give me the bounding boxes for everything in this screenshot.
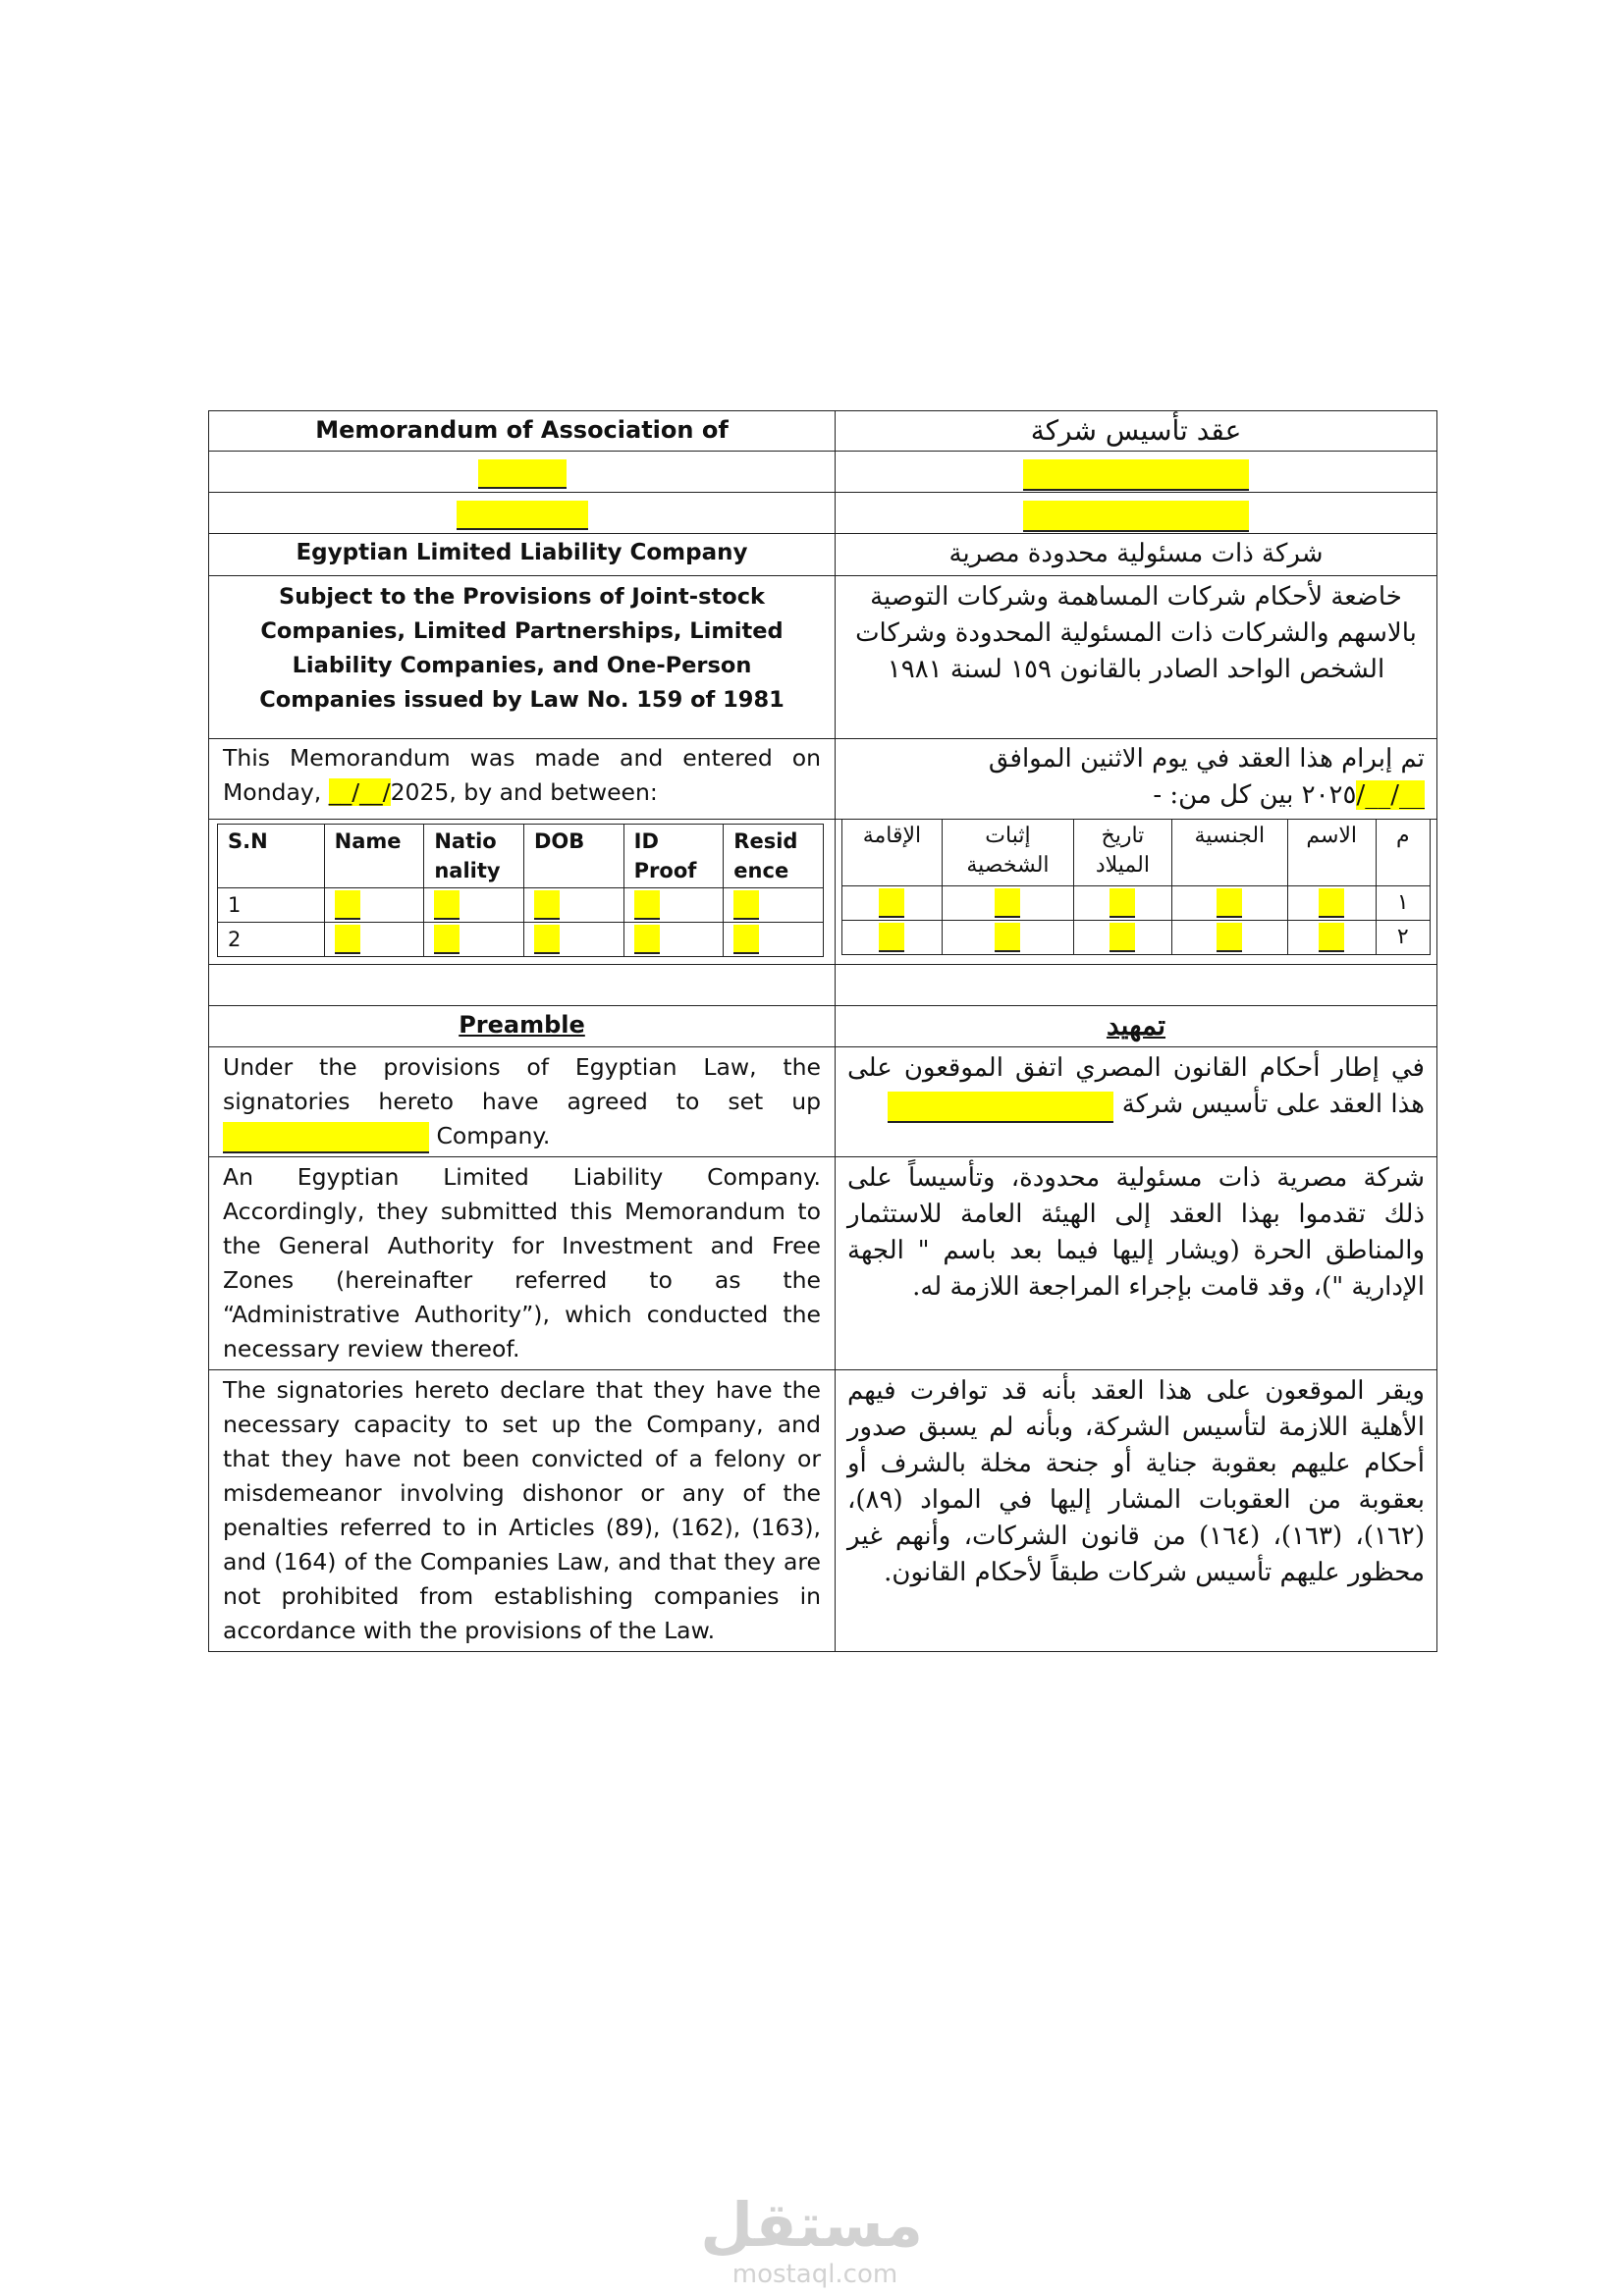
- ar-preamble-p2-cell: [836, 1157, 1437, 1370]
- ar-parties-header-nationality: الجنسية: [1171, 820, 1287, 886]
- en-parties-table: [217, 824, 824, 957]
- ar-title-cell: [836, 411, 1437, 452]
- en-preamble-p3-cell: [209, 1370, 836, 1652]
- ar-party-nationality-2[interactable]: [1171, 921, 1287, 955]
- ar-company-name-blank-2[interactable]: [1023, 501, 1249, 532]
- ar-preamble-p3-cell: [836, 1370, 1437, 1652]
- ar-made-cell: [836, 739, 1437, 820]
- en-preamble-p2: An Egyptian Limited Liability Company. Accordingly, they submitted this Memorandum to the General Authority for Investment and Free Zones (hereinafter referred to as the “Administrative Authority”), which conducted the necessary review thereof.: [223, 1163, 821, 1362]
- ar-party-row-1: [842, 886, 1431, 921]
- en-party-name-1-blank[interactable]: [335, 890, 360, 920]
- en-party-name-1[interactable]: [324, 888, 424, 923]
- mostaql-watermark: [700, 2189, 923, 2289]
- ar-party-name-2[interactable]: [1287, 921, 1376, 955]
- ar-party-residence-2[interactable]: [842, 921, 943, 955]
- ar-parties-cell: [836, 820, 1437, 965]
- en-party-dob-1-blank[interactable]: [534, 890, 560, 920]
- en-company-type-cell: [209, 534, 836, 576]
- ar-party-id-2-blank[interactable]: [995, 923, 1020, 952]
- en-parties-header-nationality: Natio nality: [424, 825, 524, 888]
- watermark-url: mostaql.com: [731, 2260, 898, 2289]
- en-preamble-heading-cell: [209, 1006, 836, 1047]
- en-party-residence-1-blank[interactable]: [733, 890, 759, 920]
- ar-preamble-p2: شركة مصرية ذات مسئولية محدودة، وتأسيساً على ذلك تقدموا بهذا العقد إلى الهيئة العامة للاستثمار والمناطق الحرة (ويشار إليها فيما بعد باسم " الجهة الإدارية ")، وقد قامت بإجراء المراجعة اللازمة له.: [847, 1163, 1425, 1302]
- ar-subject-cell: [836, 576, 1437, 739]
- en-party-row-2: [218, 923, 824, 957]
- ar-parties-header-dob: تاريخ الميلاد: [1074, 820, 1172, 886]
- en-party-id-2-blank[interactable]: [634, 925, 660, 954]
- en-company-name-blank-1[interactable]: [478, 459, 567, 489]
- en-company-name-blank-2[interactable]: [457, 501, 588, 530]
- en-party-name-2[interactable]: [324, 923, 424, 957]
- ar-party-nationality-2-blank[interactable]: [1217, 923, 1242, 952]
- en-party-nationality-1[interactable]: [424, 888, 524, 923]
- en-party-id-1[interactable]: [623, 888, 724, 923]
- ar-made-suffix: ٢٠٢٥ بين كل من: -: [1153, 780, 1357, 810]
- ar-preamble-company-blank[interactable]: [888, 1092, 1113, 1123]
- en-party-sn-2: 2: [218, 923, 325, 957]
- ar-party-dob-1-blank[interactable]: [1110, 888, 1135, 918]
- en-party-residence-2[interactable]: [724, 923, 824, 957]
- ar-party-name-2-blank[interactable]: [1319, 923, 1344, 952]
- en-party-nationality-2-blank[interactable]: [434, 925, 460, 954]
- en-parties-cell: [209, 820, 836, 965]
- ar-empty-cell: [836, 965, 1437, 1006]
- en-party-sn-1: 1: [218, 888, 325, 923]
- en-empty-cell: [209, 965, 836, 1006]
- en-made-prefix: This Memorandum was made and entered on Monday,: [223, 744, 821, 806]
- ar-parties-header-residence: الإقامة: [842, 820, 943, 886]
- ar-parties-header-sn: م: [1376, 820, 1430, 886]
- en-party-dob-2[interactable]: [523, 923, 623, 957]
- ar-subject: خاضعة لأحكام شركات المساهمة وشركات التوصية بالاسهم والشركات ذات المسئولية المحدودة وشركات الشخص الواحد الصادر بالقانون ١٥٩ لسنة ١٩٨١: [855, 582, 1417, 684]
- en-made-text: [209, 739, 835, 813]
- en-subject-cell: [209, 576, 836, 739]
- ar-parties-header-id-proof: إثبات الشخصية: [942, 820, 1073, 886]
- ar-company-name-blank-1[interactable]: [1023, 459, 1249, 491]
- ar-made-text: [836, 739, 1436, 817]
- ar-title: عقد تأسيس شركة: [1030, 414, 1242, 447]
- ar-party-residence-1-blank[interactable]: [879, 888, 904, 918]
- ar-party-row-2: [842, 921, 1431, 955]
- en-title: Memorandum of Association of: [315, 416, 729, 444]
- watermark-arabic-logo: مستقل: [700, 2189, 923, 2261]
- en-preamble-p1: [209, 1047, 835, 1156]
- en-made-cell: [209, 739, 836, 820]
- en-parties-header-residence: Resid ence: [724, 825, 824, 888]
- en-party-residence-1[interactable]: [724, 888, 824, 923]
- en-preamble-p1-cell: [209, 1047, 836, 1157]
- ar-party-id-2[interactable]: [942, 921, 1073, 955]
- ar-made-prefix: تم إبرام هذا العقد في يوم الاثنين الموافق: [988, 744, 1425, 774]
- ar-preamble-p3: ويقر الموقعون على هذا العقد بأنه قد توافرت فيهم الأهلية اللازمة لتأسيس الشركة، وبأنه لم يسبق صدور أحكام عليهم بعقوبة جناية أو جنحة مخلة بالشرف أو بعقوبة من العقوبات المشار إليها في المواد (٨٩)، (١٦٢)، (١٦٣)، (١٦٤) من قانون الشركات، وأنهم غير محظور عليهم تأسيس شركات طبقاً لأحكام القانون.: [847, 1376, 1426, 1587]
- ar-preamble-heading: تمهيد: [1106, 1009, 1166, 1041]
- en-preamble-heading: Preamble: [459, 1011, 585, 1039]
- ar-company-name-cell-1: [836, 452, 1437, 493]
- ar-party-sn-2: ٢: [1376, 921, 1430, 955]
- ar-party-residence-2-blank[interactable]: [879, 923, 904, 952]
- ar-party-residence-1[interactable]: [842, 886, 943, 921]
- en-party-dob-2-blank[interactable]: [534, 925, 560, 954]
- ar-preamble-p1-text: في إطار أحكام القانون المصري اتفق الموقعون على هذا العقد على تأسيس شركة: [847, 1053, 1425, 1119]
- en-party-id-2[interactable]: [623, 923, 724, 957]
- en-preamble-p2-cell: [209, 1157, 836, 1370]
- ar-parties-header-name: الاسم: [1287, 820, 1376, 886]
- en-party-nationality-2[interactable]: [424, 923, 524, 957]
- en-company-name-cell-2: [209, 493, 836, 534]
- ar-company-type: شركة ذات مسئولية محدودة مصرية: [948, 539, 1324, 568]
- ar-party-nationality-1-blank[interactable]: [1217, 888, 1242, 918]
- ar-party-dob-2-blank[interactable]: [1110, 923, 1135, 952]
- en-made-suffix: 2025, by and between:: [390, 778, 658, 806]
- en-preamble-p1-suffix: Company.: [436, 1122, 551, 1149]
- ar-party-id-1[interactable]: [942, 886, 1073, 921]
- en-preamble-p1-prefix: Under the provisions of Egyptian Law, the signatories hereto have agreed to set up: [223, 1053, 821, 1115]
- en-party-residence-2-blank[interactable]: [733, 925, 759, 954]
- ar-party-sn-1: ١: [1376, 886, 1430, 921]
- ar-made-date-blank[interactable]: __/__/: [1356, 780, 1425, 810]
- en-made-date-blank[interactable]: __/__/: [328, 778, 391, 806]
- ar-party-name-1[interactable]: [1287, 886, 1376, 921]
- en-company-name-cell-1: [209, 452, 836, 493]
- ar-company-name-cell-2: [836, 493, 1437, 534]
- en-party-dob-1[interactable]: [523, 888, 623, 923]
- ar-preamble-p1-cell: [836, 1047, 1437, 1157]
- en-company-type: Egyptian Limited Liability Company: [296, 540, 748, 565]
- ar-party-dob-1[interactable]: [1074, 886, 1172, 921]
- en-subject: Subject to the Provisions of Joint-stock Companies, Limited Partnerships, Limited Liability Companies, and One-Person Companies issued by Law No. 159 of 1981: [259, 584, 785, 713]
- en-preamble-p3: The signatories hereto declare that they have the necessary capacity to set up the Company, and that they have not been convicted of a felony or misdemeanor involving dishonor or any of the penalties referred to in Articles (89), (162), (163), and (164) of the Companies Law, and that they are not prohibited from establishing companies in accordance with the provisions of the Law.: [223, 1376, 821, 1644]
- en-parties-header-dob: DOB: [523, 825, 623, 888]
- en-preamble-company-blank[interactable]: [223, 1122, 429, 1153]
- en-party-name-2-blank[interactable]: [335, 925, 360, 954]
- en-party-row-1: [218, 888, 824, 923]
- en-parties-header-sn: S.N: [218, 825, 325, 888]
- en-parties-header-name: Name: [324, 825, 424, 888]
- ar-party-nationality-1[interactable]: [1171, 886, 1287, 921]
- ar-party-dob-2[interactable]: [1074, 921, 1172, 955]
- en-parties-header-id-proof: ID Proof: [623, 825, 724, 888]
- en-party-id-1-blank[interactable]: [634, 890, 660, 920]
- ar-parties-table: [841, 819, 1431, 955]
- en-title-cell: [209, 411, 836, 452]
- ar-preamble-p1: [836, 1047, 1436, 1126]
- ar-preamble-heading-cell: [836, 1006, 1437, 1047]
- memorandum-table: [208, 410, 1437, 1652]
- ar-party-name-1-blank[interactable]: [1319, 888, 1344, 918]
- ar-company-type-cell: [836, 534, 1437, 576]
- en-party-nationality-1-blank[interactable]: [434, 890, 460, 920]
- ar-party-id-1-blank[interactable]: [995, 888, 1020, 918]
